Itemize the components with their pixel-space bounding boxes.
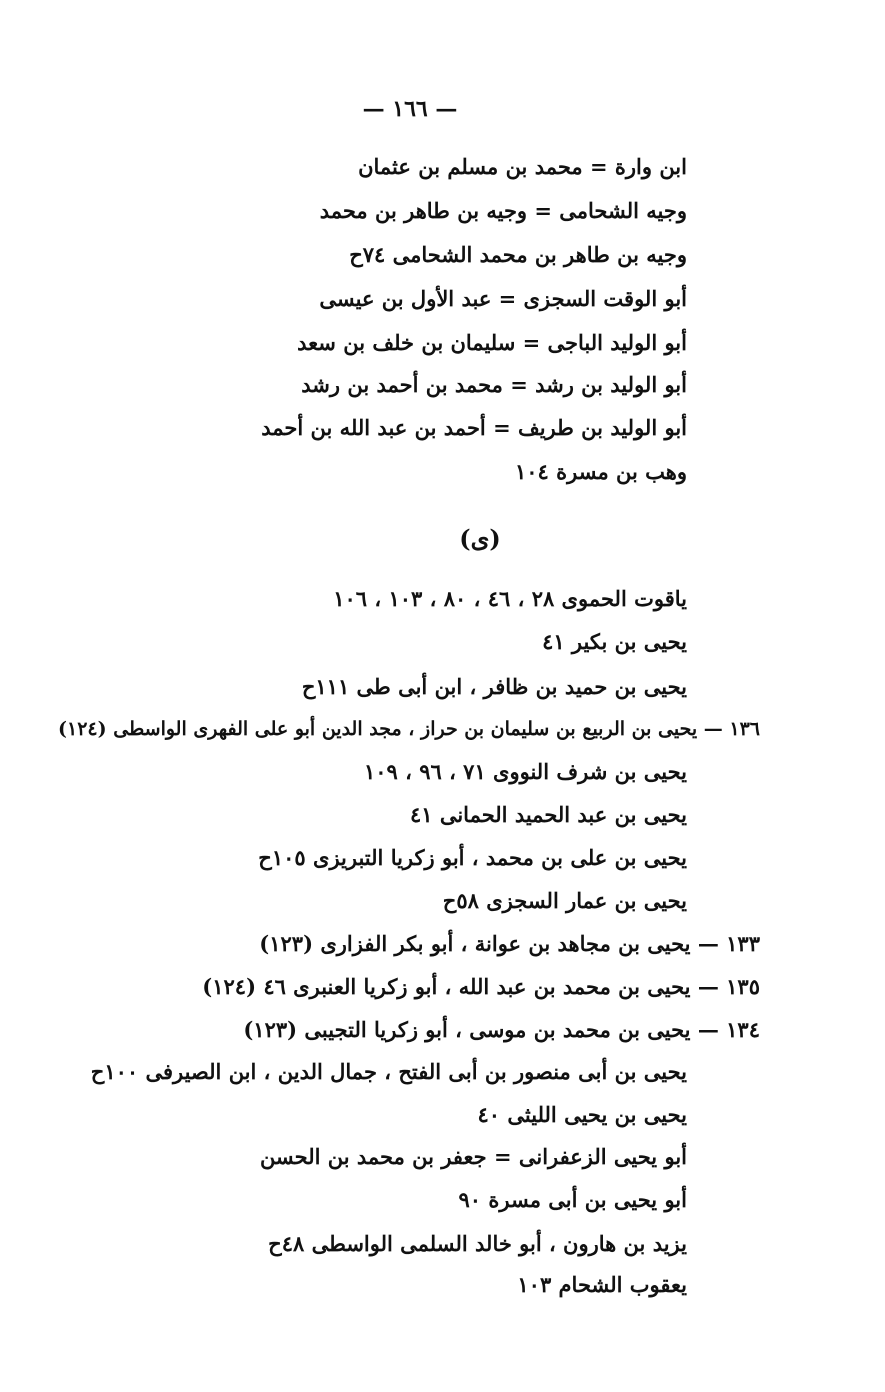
entry-text: يحيى بن محمد بن عبد الله ، أبو زكريا العنبرى ٤٦ (١٢٤) xyxy=(202,974,691,999)
entry-text: يحيى بن محمد بن موسى ، أبو زكريا التجيبى (١٢٣) xyxy=(243,1017,691,1042)
index-entry: يعقوب الشحام ١٠٣ xyxy=(517,1272,687,1297)
index-entry: يحيى بن شرف النووى ٧١ ، ٩٦ ، ١٠٩ xyxy=(363,759,687,784)
entry-text: يحيى بن الربيع بن سليمان بن حراز ، مجد الدين أبو على الفهرى الواسطى (١٢٤) xyxy=(58,718,698,740)
index-entry: أبو يحيى الزعفرانى = جعفر بن محمد بن الحسن xyxy=(259,1144,687,1169)
index-entry: وجيه بن طاهر بن محمد الشحامى ٧٤ح xyxy=(349,242,687,267)
numbered-index-entry xyxy=(243,1015,760,1045)
index-entry: يزيد بن هارون ، أبو خالد السلمى الواسطى ٤٨ح xyxy=(268,1231,687,1256)
index-entry: يحيى بن حميد بن ظافر ، ابن أبى طى ١١١ح xyxy=(301,674,687,699)
index-entry: أبو الوليد بن طريف = أحمد بن عبد الله بن أحمد xyxy=(261,415,687,440)
entry-text: يحيى بن مجاهد بن عوانة ، أبو بكر الفزارى (١٢٣) xyxy=(259,931,691,956)
numbered-index-entry xyxy=(202,972,760,1002)
entry-number: ١٣٤ — xyxy=(697,1017,760,1042)
index-entry: أبو الوليد بن رشد = محمد بن أحمد بن رشد xyxy=(301,372,687,397)
numbered-index-entry xyxy=(259,929,760,959)
page-number: — ١٦٦ — xyxy=(362,96,458,122)
section-heading: (ى) xyxy=(459,524,501,553)
numbered-index-entry xyxy=(58,714,760,744)
index-entry: وهب بن مسرة ١٠٤ xyxy=(514,459,687,484)
index-entry: يحيى بن عبد الحميد الحمانى ٤١ xyxy=(409,802,687,827)
index-entry: ابن وارة = محمد بن مسلم بن عثمان xyxy=(358,154,687,179)
entry-number: ١٣٣ — xyxy=(697,931,760,956)
entry-number: ١٣٥ — xyxy=(697,974,760,999)
index-entry: وجيه الشحامى = وجيه بن طاهر بن محمد xyxy=(319,198,687,223)
index-entry: أبو الوقت السجزى = عبد الأول بن عيسى xyxy=(319,286,687,311)
index-entry: يحيى بن أبى منصور بن أبى الفتح ، جمال الدين ، ابن الصيرفى ١٠٠ح xyxy=(90,1059,687,1084)
index-entry: أبو يحيى بن أبى مسرة ٩٠ xyxy=(458,1187,687,1212)
index-entry: ياقوت الحموى ٢٨ ، ٤٦ ، ٨٠ ، ١٠٣ ، ١٠٦ xyxy=(333,586,687,611)
index-entry: أبو الوليد الباجى = سليمان بن خلف بن سعد xyxy=(297,330,687,355)
index-entry: يحيى بن على بن محمد ، أبو زكريا التبريزى ١٠٥ح xyxy=(258,845,687,870)
entry-number: ١٣٦ — xyxy=(703,718,760,740)
index-entry: يحيى بن عمار السجزى ٥٨ح xyxy=(442,888,687,913)
index-entry: يحيى بن يحيى الليثى ٤٠ xyxy=(477,1102,687,1127)
index-entry: يحيى بن بكير ٤١ xyxy=(542,629,687,654)
